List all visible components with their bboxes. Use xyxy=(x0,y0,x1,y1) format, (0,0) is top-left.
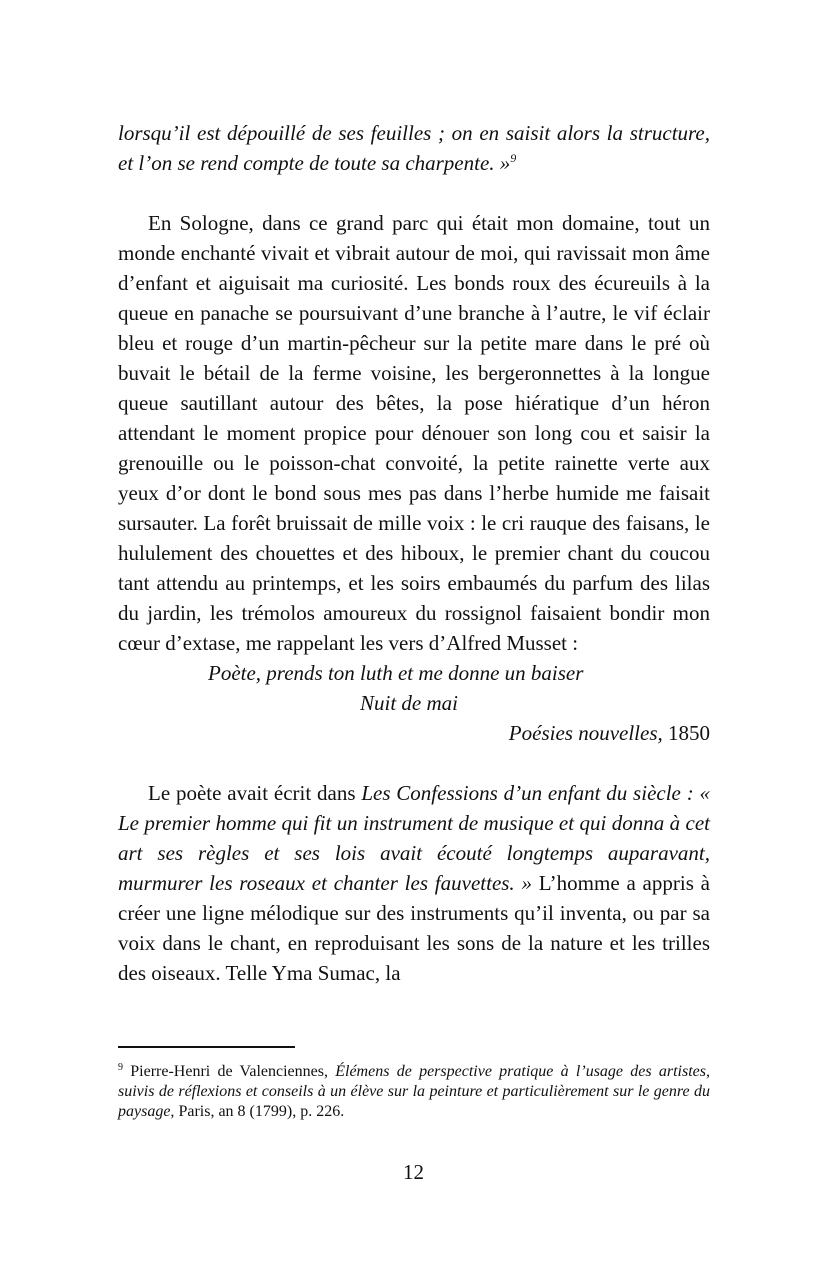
poem-title: Nuit de mai xyxy=(360,691,458,715)
footnote-separator xyxy=(118,1046,295,1048)
page-number: 12 xyxy=(403,1160,424,1184)
poem-source-title: Poésies nouvelles, xyxy=(508,721,663,745)
poem-source xyxy=(118,718,710,748)
paragraph-sologne: En Sologne, dans ce grand parc qui était mon domaine, tout un monde enchanté vivait et vibrait autour de moi, qui ravissait mon âme d’enfant et aiguisait ma curiosité. Les bonds roux des écureuils à la queue en panache se poursuivant d’une branche à l’autre, le vif éclair bleu et rouge d’un martin-pêcheur sur la petite mare dans le pré où buvait le bétail de la ferme voisine, les bergeronnettes à la longue queue sautillant autour des bêtes, la pose hiératique d’un héron attendant le moment propice pour dénouer son long cou et saisir la grenouille ou le poisson-chat convoité, la petite rainette verte aux yeux d’or dont le bond sous mes pas dans l’herbe humide me faisait sursauter. La forêt bruissait de mille voix : le cri rauque des faisans, le hululement des chouettes et des hiboux, le premier chant du coucou tant attendu au printemps, et les soirs embaumés du parfum des lilas du jardin, les trémolos amoureux du rossignol faisaient bondir mon cœur d’extase, me rappelant les vers d’Alfred Musset : xyxy=(118,211,710,655)
paragraph-continuation xyxy=(118,118,710,178)
footnote-reference: 9 xyxy=(510,151,517,165)
musset-quotation: : « Le premier homme qui fit un instrument de musique et qui donna à cet art ses règles et ses lois avait écouté longtemps auparavant, murmurer les roseaux et chanter les fauvettes. » xyxy=(118,781,710,895)
footnote-work-title: Élémens de perspective pratique à l’usage des artistes, suivis de réflexions et conseils à un élève sur la peinture et particulièrement sur le genre du paysage, xyxy=(118,1063,710,1120)
footnote-publication: Paris, an 8 (1799), p. 226. xyxy=(174,1103,345,1120)
poem-verse: Poète, prends ton luth et me donne un baiser xyxy=(208,661,584,685)
book-title: Les Confessions d’un enfant du siècle xyxy=(361,781,681,805)
paragraph-musique xyxy=(118,778,710,988)
paragraph-continuation-text: lorsqu’il est dépouillé de ses feuilles ; on en saisit alors la structure, et l’on se rend compte de toute sa charpente. » xyxy=(118,121,710,175)
paragraph-musique-rest: L’homme a appris à créer une ligne mélodique sur des instruments qu’il inventa, ou par sa voix dans le chant, en reproduisant les sons de la nature et les trilles des oiseaux. Telle Yma Sumac, la xyxy=(118,871,710,985)
paragraph-musique-intro: Le poète avait écrit dans xyxy=(148,781,362,805)
page-body xyxy=(118,118,710,988)
poem-source-year: 1850 xyxy=(662,721,710,745)
footnote xyxy=(118,1062,710,1122)
footnote-author: Pierre-Henri de Valenciennes, xyxy=(123,1063,336,1080)
footnote-number: 9 xyxy=(118,1062,123,1073)
poem-quote xyxy=(118,658,710,748)
